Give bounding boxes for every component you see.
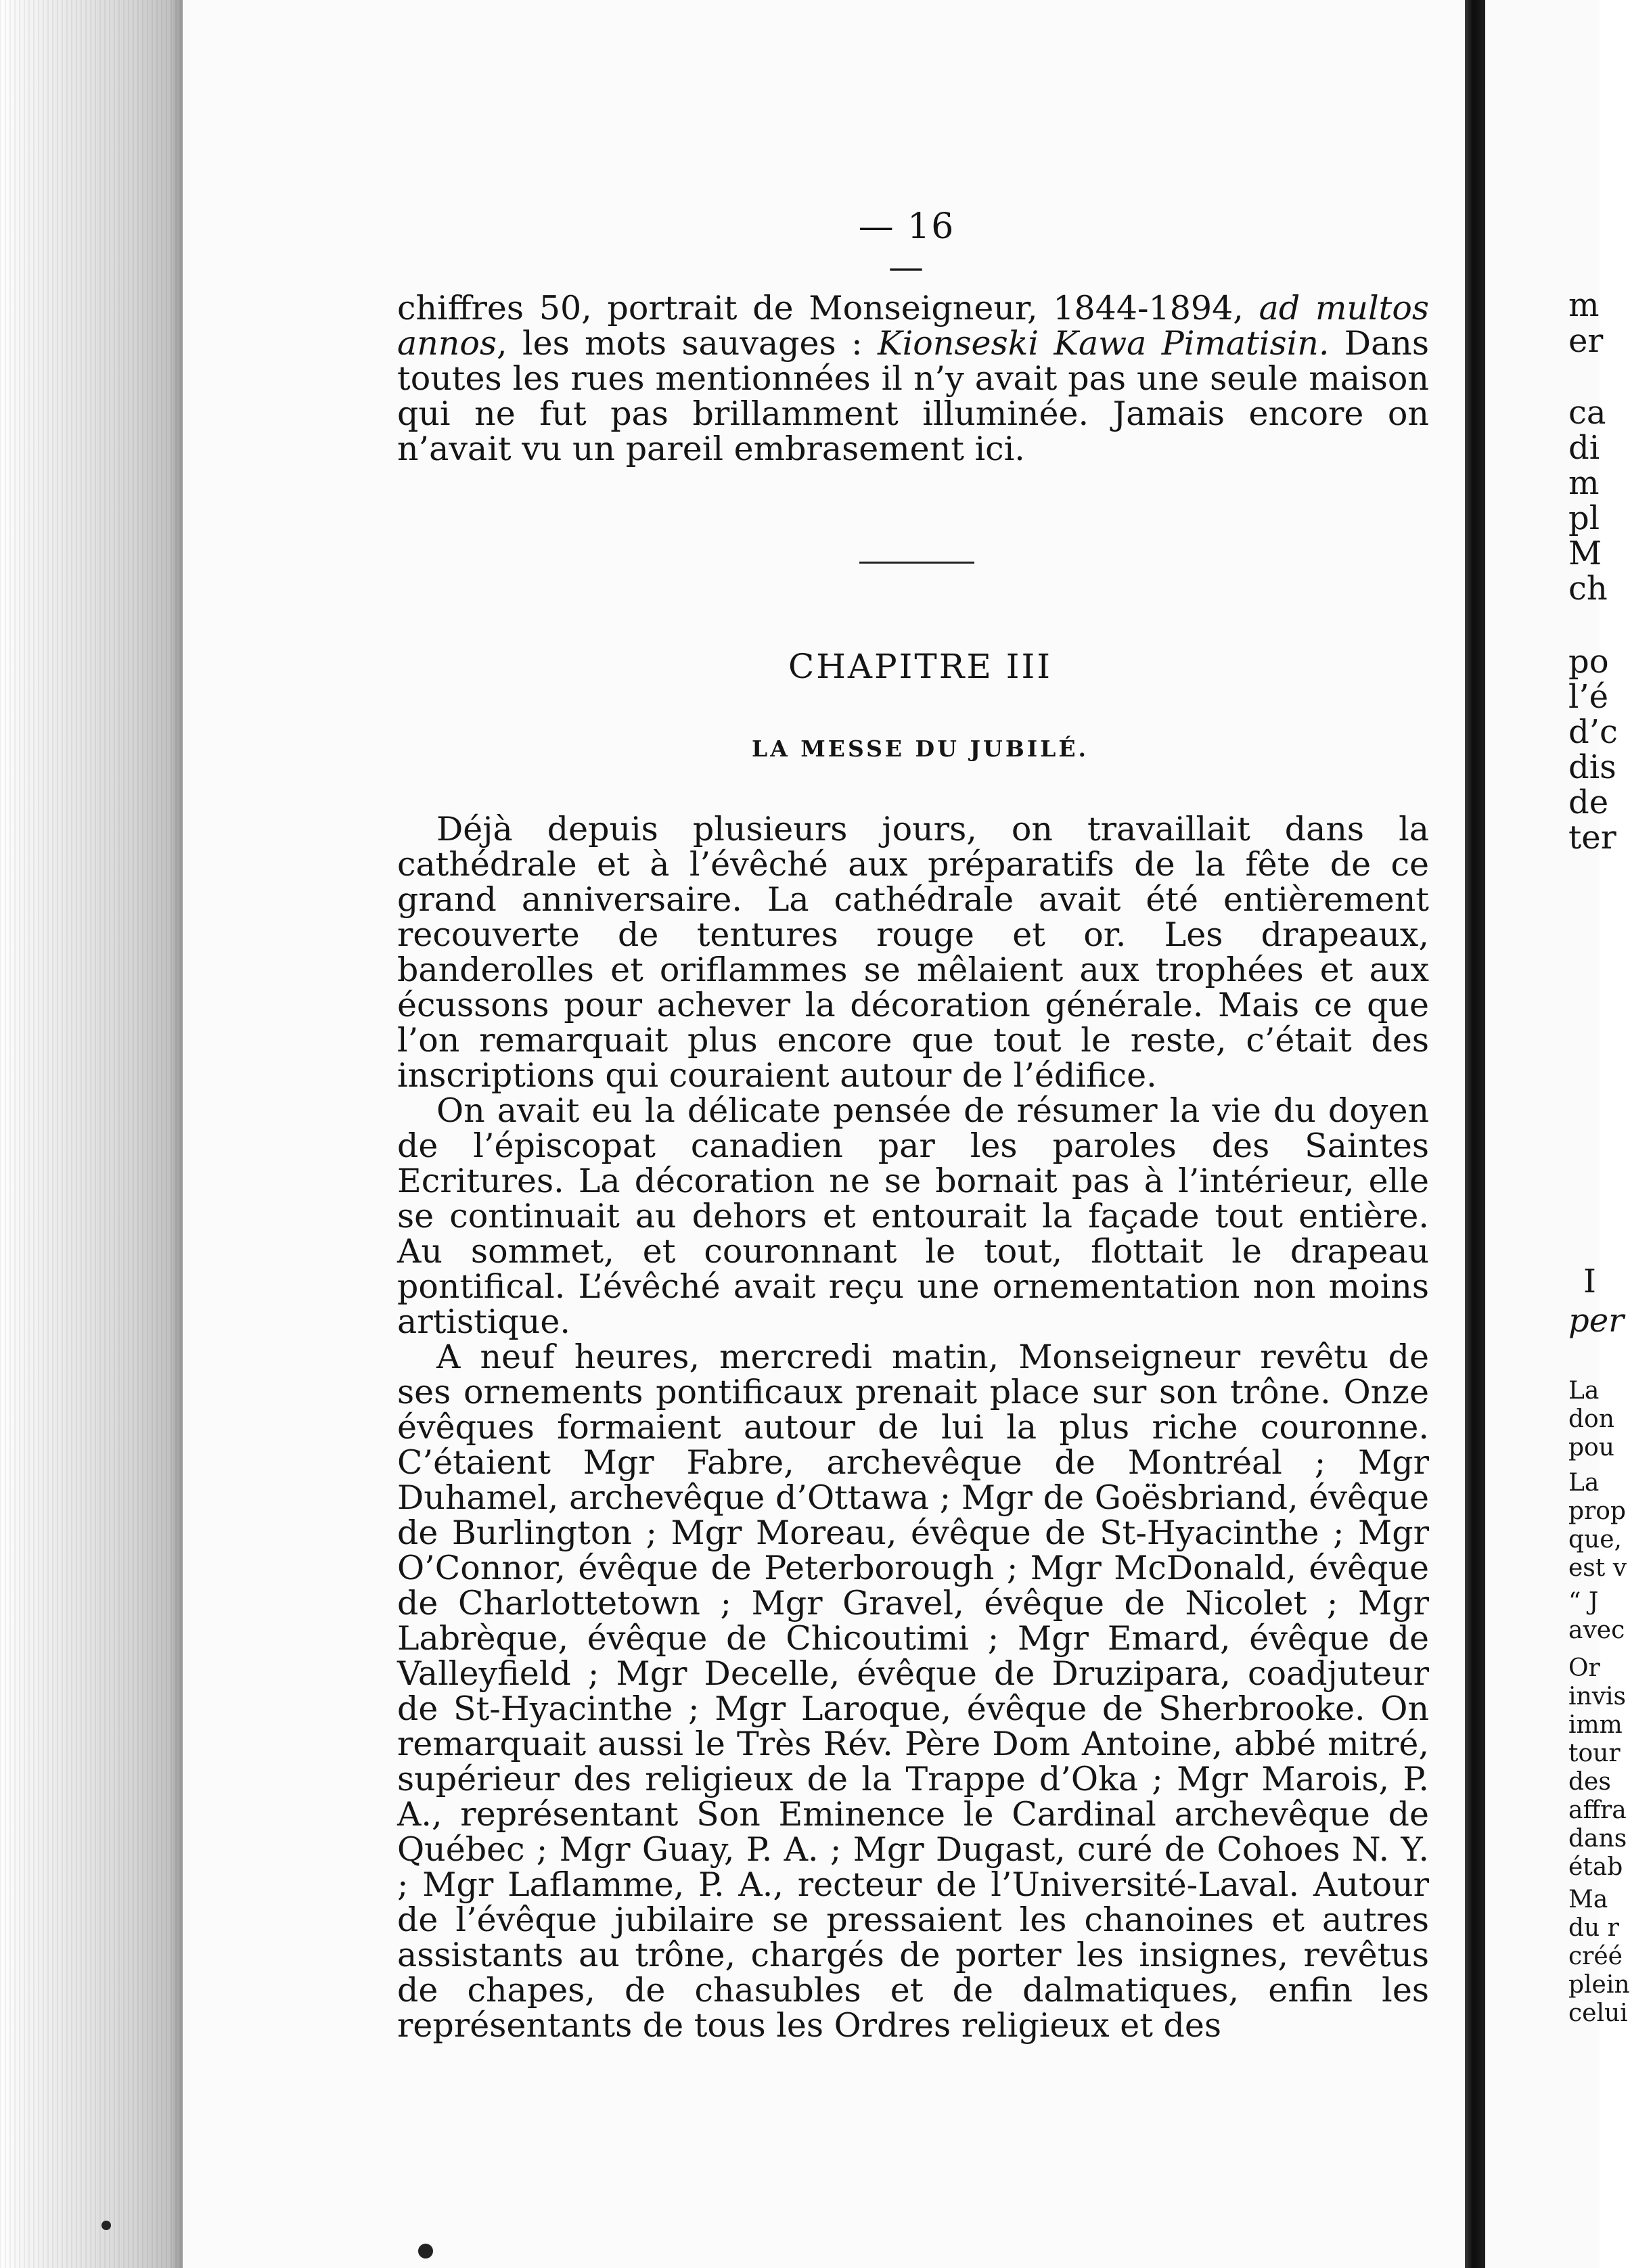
book-gutter	[1465, 0, 1485, 2268]
facing-page-fragment: dis	[1568, 748, 1616, 786]
facing-page-fragment: ca	[1568, 394, 1606, 432]
paragraph-continuation	[397, 291, 1429, 467]
facing-page-fragment: M	[1568, 535, 1602, 572]
facing-page-fragment: per	[1568, 1302, 1625, 1340]
facing-page-fragment: prop	[1568, 1497, 1626, 1525]
facing-page-fragment: invis	[1568, 1683, 1627, 1710]
paragraph-text: , les mots sauvages :	[496, 324, 878, 363]
facing-page-fragment: La	[1568, 1469, 1600, 1497]
facing-page-fragment: étab	[1568, 1853, 1623, 1881]
paragraph-text: Dans toutes les rues mentionnées il n’y avait pas une seule maison qui ne fut pas brillamment illuminée. Jamais encore on n’avait vu un pareil embrasement ici.	[397, 324, 1430, 468]
page-edges	[0, 0, 183, 2268]
facing-page-fragment: ch	[1568, 570, 1608, 608]
facing-page-fragment: du r	[1568, 1914, 1619, 1942]
facing-page-fragment: Or	[1568, 1654, 1600, 1682]
scan-speck	[101, 2221, 111, 2230]
scan-speck	[418, 2244, 433, 2259]
facing-page-fragment: di	[1568, 429, 1600, 467]
facing-page-fragment: La	[1568, 1377, 1600, 1405]
paragraph: On avait eu la délicate pensée de résumer la vie du doyen de l’épiscopat canadien par les paroles des Saintes Ecritures. La décoration ne se bornait pas à l’intérieur, elle se continuait au dehors et entourait la façade tout entière. Au sommet, et couronnant le tout, flottait le drapeau pontifical. L’évêché avait reçu une ornementation non moins artistique.	[397, 1091, 1429, 1341]
facing-page-fragment: pl	[1568, 499, 1600, 537]
section-divider	[859, 562, 974, 564]
facing-page-fragment: l’é	[1568, 678, 1609, 716]
facing-page-fragment: don	[1568, 1405, 1614, 1433]
facing-page-fragment: pou	[1568, 1434, 1614, 1461]
facing-page-fragment: m	[1568, 286, 1600, 324]
chapter-subtitle: LA MESSE DU JUBILÉ.	[751, 735, 1089, 762]
facing-page-fragment: affra	[1568, 1796, 1627, 1824]
facing-page-fragment: avec	[1568, 1616, 1625, 1644]
facing-page-fragment: créé	[1568, 1943, 1623, 1970]
facing-page-fragment: er	[1568, 322, 1604, 360]
chapter-title: CHAPITRE III	[788, 647, 1052, 686]
facing-page-fragment: de	[1568, 784, 1609, 821]
chapter-body	[397, 812, 1429, 2043]
facing-page-fragment: m	[1568, 464, 1600, 502]
facing-page-fragment: est v	[1568, 1554, 1627, 1582]
page-number: — 16 —	[858, 206, 955, 288]
facing-page-fragment: d’c	[1568, 713, 1618, 751]
facing-page-fragment: celui	[1568, 1999, 1628, 2027]
paragraph: Déjà depuis plusieurs jours, on travaillait dans la cathédrale et à l’évêché aux préparatifs de la fête de ce grand anniversaire. La cathédrale avait été entièrement recouverte de tentures rouge et or. Les drapeaux, banderolles et oriflammes se mêlaient aux trophées et aux écussons pour achever la décoration générale. Mais ce que l’on remarquait plus encore que tout le reste, c’était des inscriptions qui couraient autour de l’édifice.	[397, 810, 1429, 1095]
facing-page-fragment: dans	[1568, 1825, 1627, 1853]
facing-page-fragment: Ma	[1568, 1886, 1608, 1913]
facing-page-fragment: ter	[1568, 819, 1616, 857]
facing-page-fragment: imm	[1568, 1711, 1623, 1739]
native-phrase: Kionseski Kawa Pimatisin.	[878, 324, 1330, 363]
latin-phrase: ad multos annos	[397, 289, 1429, 363]
facing-page-fragment: des	[1568, 1768, 1611, 1796]
facing-page-fragment: que,	[1568, 1526, 1622, 1553]
facing-page-fragment: I	[1583, 1263, 1596, 1300]
facing-page-fragment: plein	[1568, 1971, 1630, 1999]
paragraph-text: chiffres 50, portrait de Monseigneur, 1844-1894,	[397, 289, 1259, 327]
facing-page-fragment: po	[1568, 643, 1609, 681]
facing-page-fragment: “ J	[1568, 1588, 1599, 1616]
facing-page-fragment: tour	[1568, 1740, 1621, 1767]
paragraph: A neuf heures, mercredi matin, Monseigneur revêtu de ses ornements pontificaux prenait place sur son trône. Onze évêques formaient autour de lui la plus riche couronne. C’étaient Mgr Fabre, archevêque de Montréal ; Mgr Duhamel, archevêque d’Ottawa ; Mgr de Goësbriand, évêque de Burlington ; Mgr Moreau, évêque de St-Hyacinthe ; Mgr O’Connor, évêque de Peterborough ; Mgr McDonald, évêque de Charlottetown ; Mgr Gravel, évêque de Nicolet ; Mgr Labrèque, évêque de Chicoutimi ; Mgr Emard, évêque de Valleyfield ; Mgr Decelle, évêque de Druzipara, coadjuteur de St-Hyacinthe ; Mgr Laroque, évêque de Sherbrooke. On remarquait aussi le Très Rév. Père Dom Antoine, abbé mitré, supérieur des religieux de la Trappe d’Oka ; Mgr Marois, P. A., représentant Son Eminence le Cardinal archevêque de Québec ; Mgr Guay, P. A. ; Mgr Dugast, curé de Cohoes N. Y. ; Mgr Laflamme, P. A., recteur de l’Université-Laval. Autour de l’évêque jubilaire se pressaient les chanoines et autres assistants au trône, chargés de porter les insignes, revêtus de chapes, de chasubles et de dalmatiques, enfin les représentants de tous les Ordres religieux et des	[397, 1338, 1429, 2045]
